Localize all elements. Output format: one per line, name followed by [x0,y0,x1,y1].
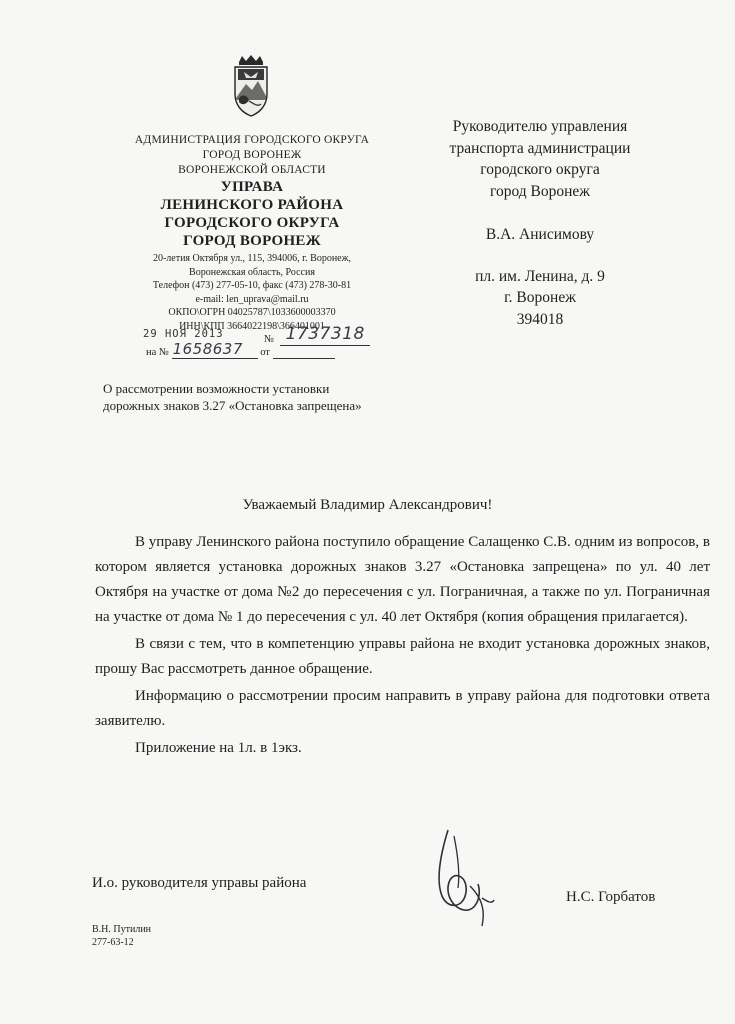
executor-name: В.Н. Путилин [92,924,152,935]
org-line: ВОРОНЕЖСКОЙ ОБЛАСТИ [178,164,326,176]
addressee-block [430,116,650,330]
contact-line: Воронежская область, Россия [189,266,315,278]
handwritten-number: 1737318 [285,324,365,344]
addressee-line: Руководителю управления [452,118,628,135]
contact-line: ИНН\КПП 3664022198\366401001 [179,320,325,332]
addressee-line: город Воронеж [489,182,590,200]
ref-from-label: от [260,347,270,358]
stamp-date: 29 НОЯ 2013 [143,328,224,340]
executor-info [92,923,151,949]
addressee-line: городского округа [480,161,600,178]
handwritten-ref-number: 1658637 [172,340,243,358]
uprava-title-line: ГОРОД ВОРОНЕЖ [183,233,321,249]
contact-line: e-mail: len_uprava@mail.ru [195,293,309,305]
handwritten-signature [430,826,500,931]
sender-header [112,133,392,333]
org-line: АДМИНИСТРАЦИЯ ГОРОДСКОГО ОКРУГА [134,134,370,146]
reference-row [146,340,335,359]
body-paragraph: В управу Ленинского района поступило обращение Салащенко С.В. одним из вопросов, в котором является установка дорожных знаков 3.27 «Остановка запрещена» по ул. 40 лет Октября на участке от дома №2 до пересечения с ул. Пограничная, а также по ул. Пограничная на участке от дома № 1 до пересечения с ул. 40 лет Октября (копия обращения прилагается). [95,534,710,625]
ref-label: на № [146,347,169,358]
uprava-title-line: ЛЕНИНСКОГО РАЙОНА [160,197,344,213]
executor-phone: 277-63-12 [92,937,134,948]
contact-line: ОКПО\ОГРН 04025787\1033600003370 [168,307,336,318]
signatory-title: И.о. руководителя управы района [92,875,307,891]
addressee-line: транспорта администрации [449,139,631,157]
uprava-title-line: УПРАВА [220,179,284,195]
letter-subject [103,380,362,414]
addressee-name: В.А. Анисимову [485,226,595,243]
registration-date [143,328,224,340]
registration-number-row [264,324,370,346]
address-line: пл. им. Ленина, д. 9 [475,267,605,285]
address-line: г. Воронеж [504,289,576,306]
signatory-name: Н.С. Горбатов [566,889,656,905]
org-line: ГОРОД ВОРОНЕЖ [202,149,302,161]
contact-line: Телефон (473) 277-05-10, факс (473) 278-30-81 [152,280,352,291]
coat-of-arms [230,54,272,118]
subject-line: дорожных знаков 3.27 «Остановка запрещена» [103,398,362,413]
body-paragraph: В связи с тем, что в компетенцию управы района не входит установка дорожных знаков, прошу Вас рассмотреть данное обращение. [95,636,710,677]
subject-line: О рассмотрении возможности установки [103,381,330,396]
ref-date-underline [273,347,335,359]
greeting: Уважаемый Владимир Александрович! [242,497,493,513]
attachment-note: Приложение на 1л. в 1экз. [135,740,302,756]
contact-line: 20-летия Октября ул., 115, 394006, г. Воронеж, [152,253,352,264]
number-label: № [264,334,275,345]
uprava-title-line: ГОРОДСКОГО ОКРУГА [164,215,340,231]
ref-underline [172,340,258,359]
address-line: 394018 [516,310,564,328]
letter-body [95,530,710,761]
number-underline [280,324,370,346]
body-paragraph: Информацию о рассмотрении просим направить в управу района для подготовки ответа заявителю. [95,688,710,729]
